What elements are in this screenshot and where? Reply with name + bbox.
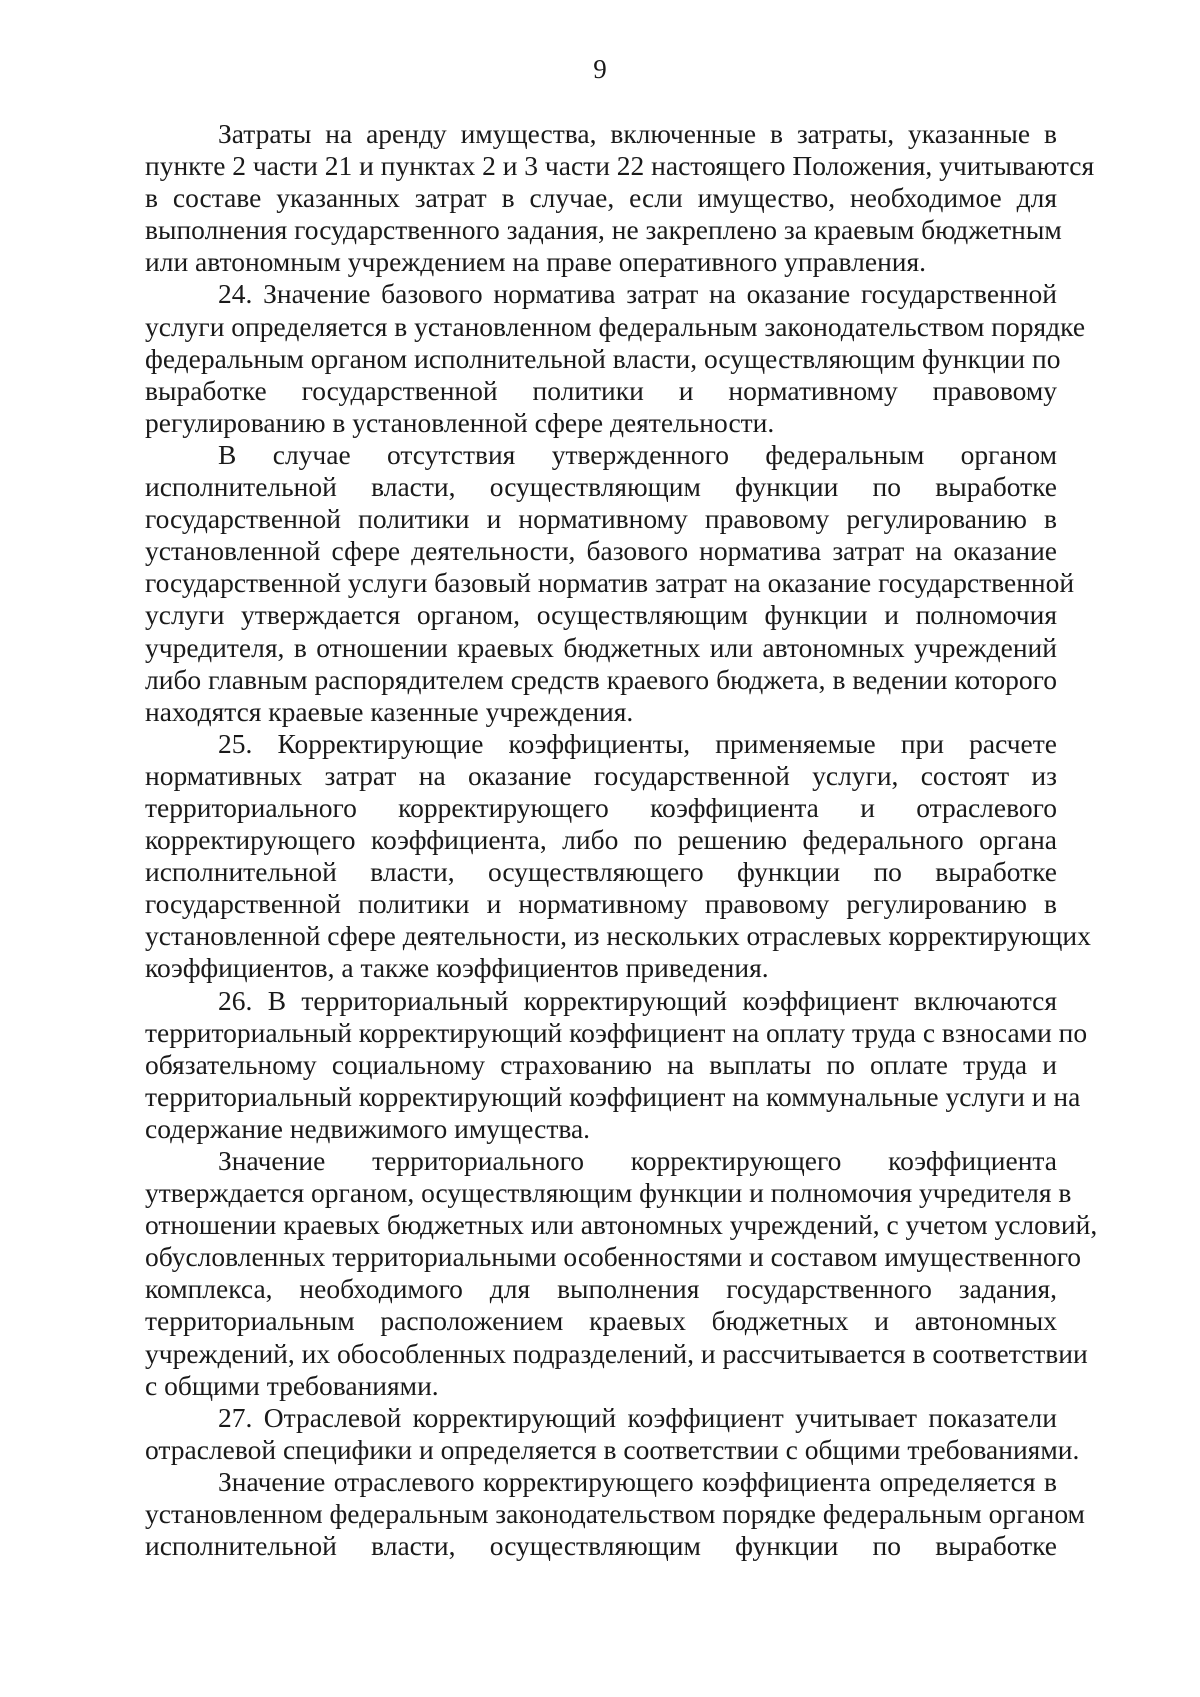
text-line: утверждается органом, осуществляющим функции и полномочия учредителя в	[145, 1177, 1072, 1209]
text-line: территориальный корректирующий коэффициент на оплату труда с взносами по	[145, 1016, 1088, 1048]
text-line: 25. Корректирующие коэффициенты, применяемые при расчете	[218, 727, 1057, 759]
text-line: государственной политики и нормативному правовому регулированию в	[145, 888, 1057, 920]
page-number: 9	[593, 54, 607, 84]
text-line: территориальным расположением краевых бюджетных и автономных	[145, 1305, 1057, 1337]
text-line: исполнительной власти, осуществляющего функции по выработке	[145, 856, 1057, 888]
text-line: государственной услуги базовый норматив затрат на оказание государственной	[145, 567, 1075, 599]
text-line: отношении краевых бюджетных или автономных учреждений, с учетом условий,	[145, 1209, 1098, 1241]
document-body	[145, 118, 1098, 1562]
text-line: исполнительной власти, осуществляющим функции по выработке	[145, 1530, 1057, 1562]
text-line: отраслевой специфики и определяется в соответствии с общими требованиями.	[145, 1433, 1080, 1465]
text-line: коэффициентов, а также коэффициентов приведения.	[145, 952, 769, 984]
paragraph	[145, 1465, 1085, 1562]
text-line: территориальный корректирующий коэффициент на коммунальные услуги и на	[145, 1080, 1081, 1112]
text-line: Значение отраслевого корректирующего коэффициента определяется в	[218, 1465, 1057, 1497]
paragraph	[145, 727, 1091, 985]
text-line: выполнения государственного задания, не закреплено за краевым бюджетным	[145, 214, 1062, 246]
text-line: территориального корректирующего коэффициента и отраслевого	[145, 791, 1057, 823]
text-line: исполнительной власти, осуществляющим функции по выработке	[145, 471, 1057, 503]
text-line: услуги определяется в установленном федеральным законодательством порядке	[145, 310, 1086, 342]
text-line: пункте 2 части 21 и пунктах 2 и 3 части 22 настоящего Положения, учитываются	[145, 150, 1095, 182]
text-line: Затраты на аренду имущества, включенные в затраты, указанные в	[218, 118, 1057, 149]
text-line: выработке государственной политики и нормативному правовому	[145, 374, 1057, 406]
text-line: регулированию в установленной сфере деятельности.	[145, 406, 775, 438]
text-line: находятся краевые казенные учреждения.	[145, 695, 634, 727]
text-line: комплекса, необходимого для выполнения государственного задания,	[145, 1273, 1057, 1305]
text-line: в составе указанных затрат в случае, если имущество, необходимое для	[145, 182, 1057, 214]
text-line: или автономным учреждением на праве оперативного управления.	[145, 246, 927, 278]
paragraph	[145, 984, 1088, 1145]
text-line: корректирующего коэффициента, либо по решению федерального органа	[145, 824, 1057, 856]
text-line: федеральным органом исполнительной власти, осуществляющим функции по	[145, 342, 1061, 374]
text-line: обусловленных территориальными особенностями и составом имущественного	[145, 1241, 1082, 1273]
text-line: нормативных затрат на оказание государственной услуги, состоят из	[145, 759, 1057, 791]
paragraph	[145, 118, 1095, 278]
text-line: В случае отсутствия утвержденного федеральным органом	[218, 438, 1057, 470]
paragraph	[145, 438, 1075, 728]
paragraph	[145, 278, 1086, 438]
text-line: обязательному социальному страхованию на выплаты по оплате труда и	[145, 1048, 1057, 1080]
text-line: учредителя, в отношении краевых бюджетных или автономных учреждений	[145, 631, 1057, 663]
paragraph	[145, 1145, 1098, 1402]
text-line: с общими требованиями.	[145, 1369, 439, 1401]
text-line: установленном федеральным законодательством порядке федеральным органом	[145, 1498, 1085, 1530]
text-line: установленной сфере деятельности, базового норматива затрат на оказание	[145, 535, 1057, 567]
paragraph	[145, 1401, 1080, 1466]
text-line: государственной политики и нормативному правовому регулированию в	[145, 503, 1057, 535]
text-line: либо главным распорядителем средств краевого бюджета, в ведении которого	[145, 663, 1057, 695]
text-line: 27. Отраслевой корректирующий коэффициент учитывает показатели	[218, 1401, 1057, 1433]
text-line: содержание недвижимого имущества.	[145, 1112, 591, 1144]
text-line: 24. Значение базового норматива затрат на оказание государственной	[218, 278, 1057, 310]
text-line: 26. В территориальный корректирующий коэффициент включаются	[218, 984, 1057, 1016]
text-line: Значение территориального корректирующего коэффициента	[218, 1145, 1057, 1176]
text-line: услуги утверждается органом, осуществляющим функции и полномочия	[145, 599, 1057, 631]
text-line: установленной сфере деятельности, из нескольких отраслевых корректирующих	[145, 920, 1091, 952]
text-line: учреждений, их обособленных подразделений, и рассчитывается в соответствии	[145, 1337, 1088, 1369]
